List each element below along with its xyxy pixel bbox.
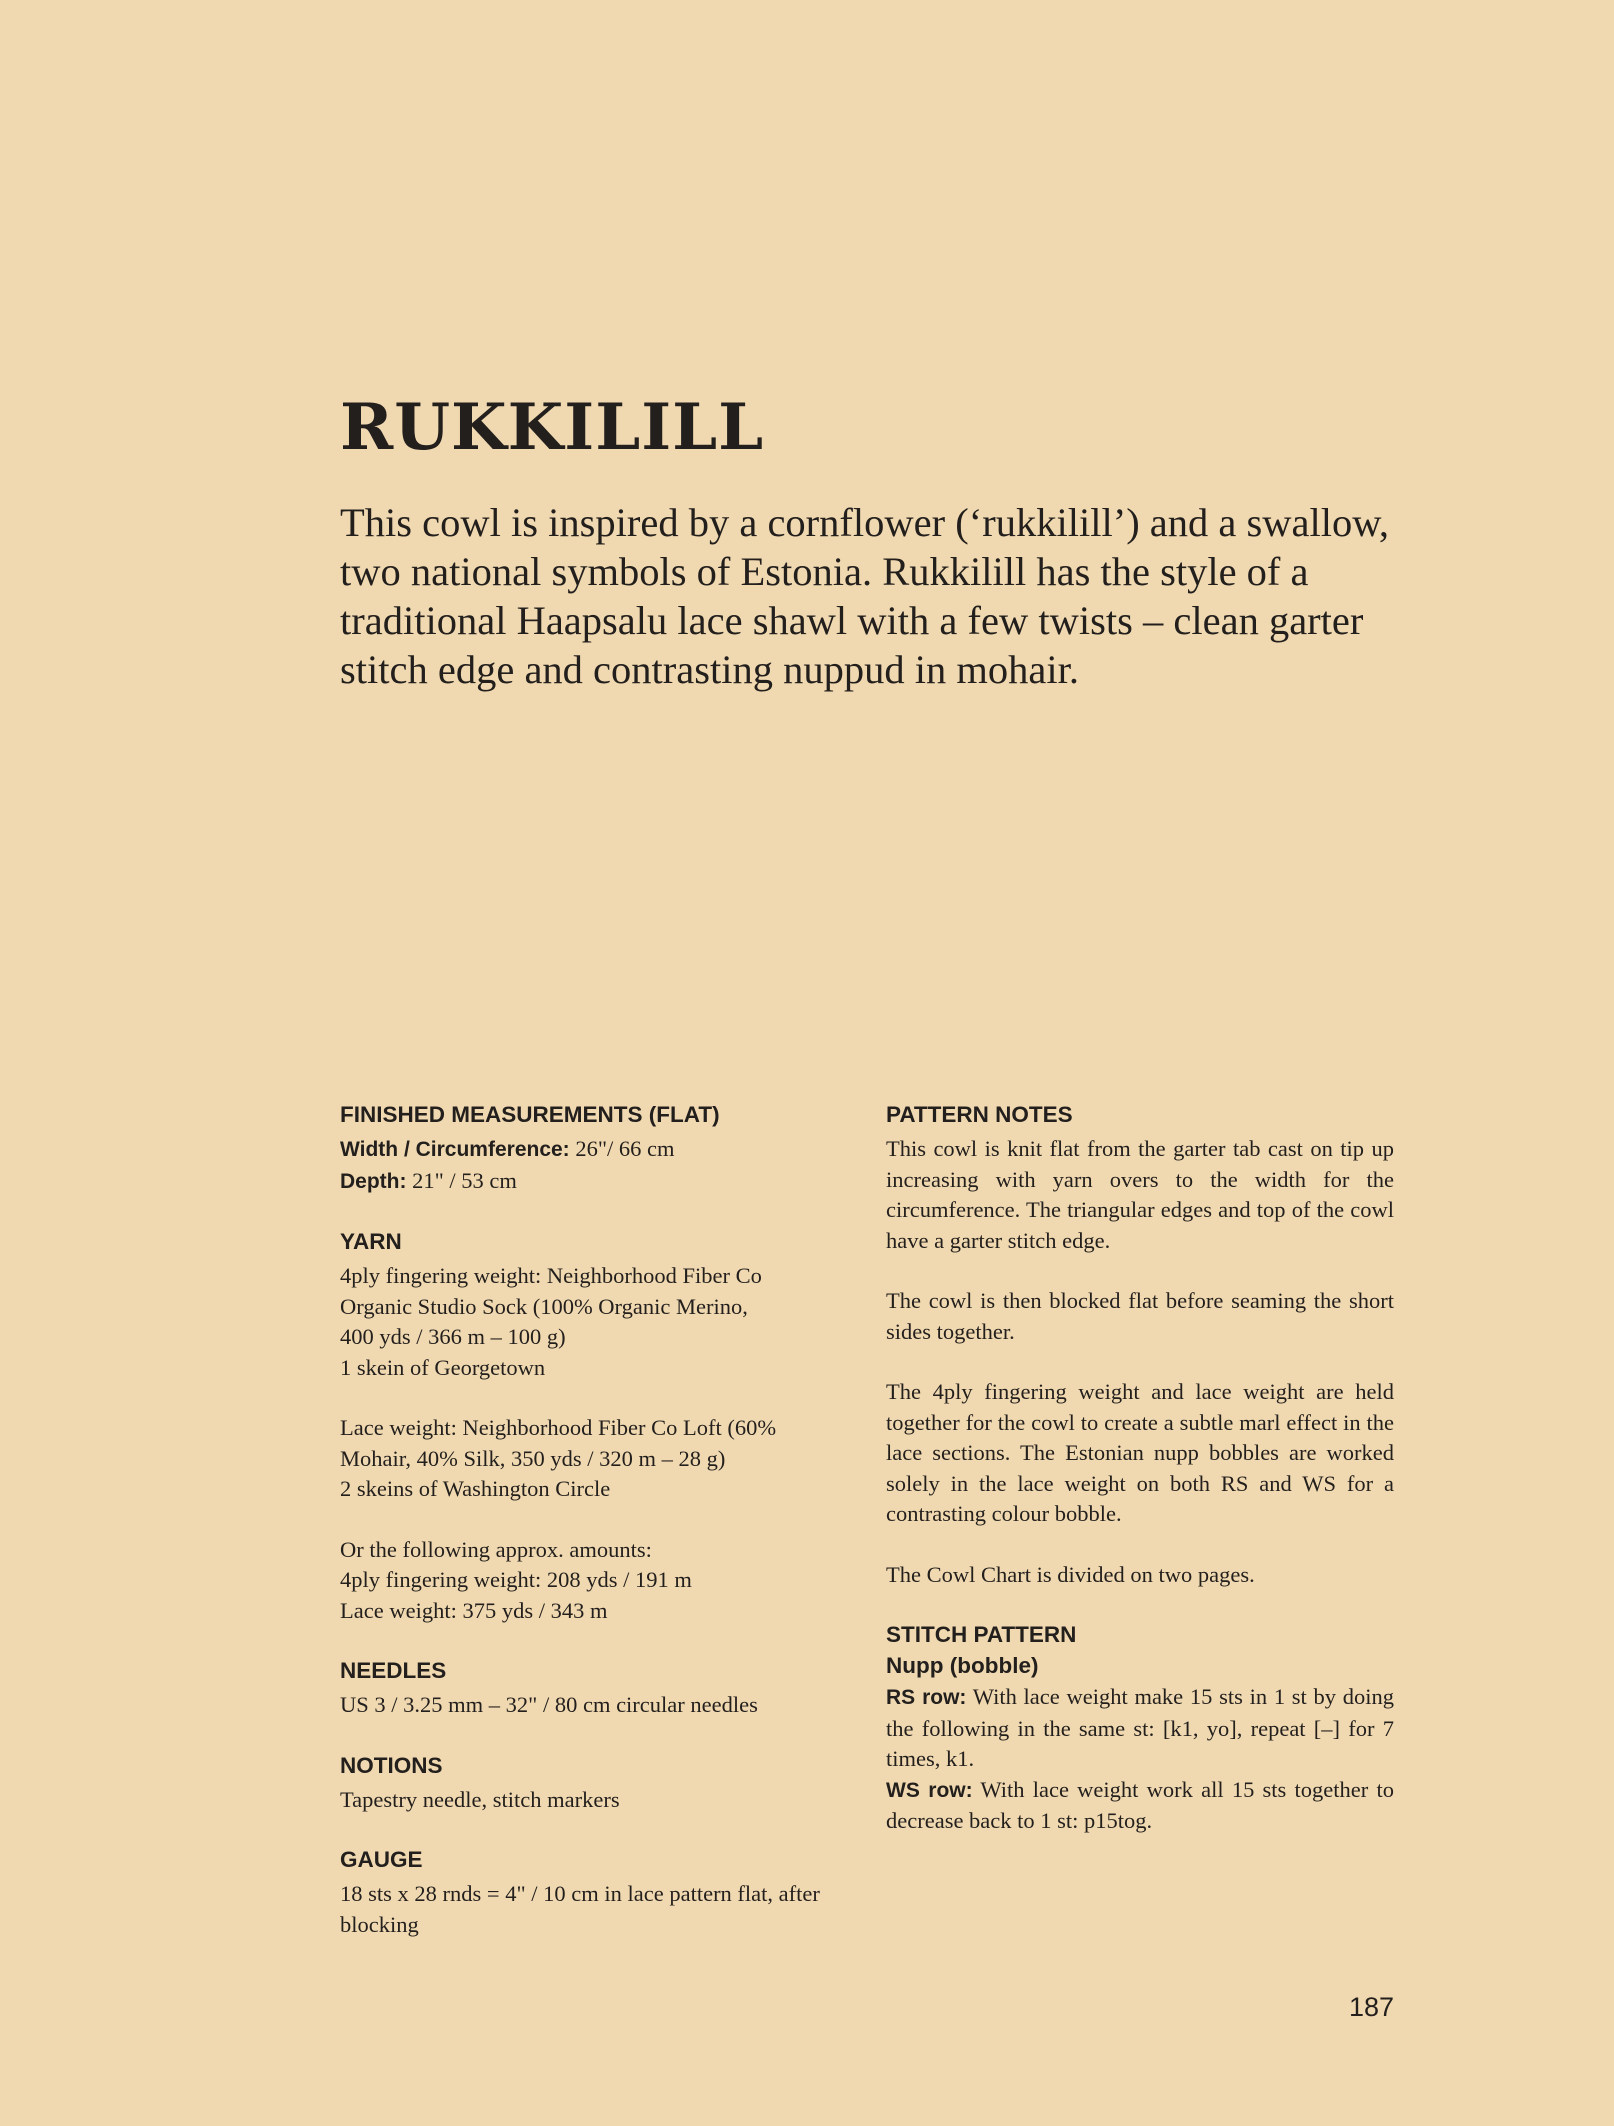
section-gauge (340, 1845, 880, 1940)
yarn-block-2 (340, 1413, 880, 1505)
gauge-text (340, 1879, 880, 1940)
gauge-heading: GAUGE (340, 1847, 423, 1872)
measurements-heading: FINISHED MEASUREMENTS (FLAT) (340, 1102, 720, 1127)
yarn-block-1 (340, 1261, 880, 1383)
notes-paragraph: The 4ply fingering weight and lace weight are held together for the cowl to create a subtle marl effect in the lace sections. The Estonian nupp bobbles are worked solely in the lace weight on both RS and WS for a contrasting colour bobble. (886, 1379, 1394, 1526)
pattern-title: RUKKILILL (340, 390, 765, 465)
notes-paragraph: The Cowl Chart is divided on two pages. (886, 1561, 1255, 1587)
pattern-notes-heading: PATTERN NOTES (886, 1102, 1073, 1127)
rs-row-text: With lace weight make 15 sts in 1 st by doing the following in the same st: [k1, yo], repeat [–] for 7 times, k1. (886, 1684, 1394, 1771)
gauge-line: 18 sts x 28 rnds = 4" / 10 cm in lace pattern flat, after (340, 1881, 820, 1906)
intro-paragraph: This cowl is inspired by a cornflower (‘rukkilill’) and a swallow, two national symbols of Estonia. Rukkilill has the style of a traditional Haapsalu lace shawl with a few twists – clean garter stitch edge and contrasting nuppud in mohair. (340, 500, 1389, 692)
section-pattern-notes (886, 1100, 1394, 1590)
ws-row-text: With lace weight work all 15 sts together to decrease back to 1 st: p15tog. (886, 1776, 1394, 1833)
yarn-line: Mohair, 40% Silk, 350 yds / 320 m – 28 g) (340, 1445, 726, 1471)
notes-paragraph: This cowl is knit flat from the garter tab cast on tip up increasing with yarn overs to the width for the circumference. The triangular edges and top of the cowl have a garter stitch edge. (886, 1136, 1394, 1253)
right-column (886, 1100, 1394, 1837)
yarn-line: 400 yds / 366 m – 100 g) (340, 1324, 566, 1349)
depth-value: 21" / 53 cm (406, 1167, 517, 1193)
section-notions (340, 1751, 880, 1816)
gauge-line: blocking (340, 1911, 419, 1937)
yarn-line: Or the following approx. amounts: (340, 1536, 652, 1562)
notions-text: Tapestry needle, stitch markers (340, 1786, 620, 1812)
yarn-line: 4ply fingering weight: Neighborhood Fiber Co (340, 1263, 762, 1288)
depth-label: Depth: (340, 1169, 407, 1193)
depth-line (340, 1166, 880, 1198)
section-stitch-pattern (886, 1620, 1394, 1837)
yarn-block-3 (340, 1535, 880, 1627)
yarn-line: Organic Studio Sock (100% Organic Merino, (340, 1293, 748, 1319)
section-measurements (340, 1100, 880, 1197)
yarn-line: Lace weight: Neighborhood Fiber Co Loft (60% (340, 1415, 777, 1440)
left-column (340, 1100, 880, 1940)
rs-row (886, 1682, 1394, 1775)
notions-heading: NOTIONS (340, 1752, 443, 1778)
needles-heading: NEEDLES (340, 1658, 447, 1683)
width-line (340, 1134, 880, 1166)
yarn-line: Lace weight: 375 yds / 343 m (340, 1597, 608, 1623)
width-label: Width / Circumference: (340, 1138, 570, 1161)
section-yarn (340, 1227, 880, 1626)
needles-text: US 3 / 3.25 mm – 32" / 80 cm circular needles (340, 1692, 758, 1717)
notes-paragraph: The cowl is then blocked flat before seaming the short sides together. (886, 1288, 1394, 1344)
section-needles (340, 1656, 880, 1721)
rs-row-label: RS row: (886, 1686, 967, 1709)
ws-row-label: WS row: (886, 1778, 973, 1802)
stitch-pattern-heading: STITCH PATTERN (886, 1622, 1077, 1647)
width-value: 26"/ 66 cm (569, 1136, 675, 1161)
yarn-line: 4ply fingering weight: 208 yds / 191 m (340, 1567, 692, 1592)
yarn-heading: YARN (340, 1229, 402, 1254)
yarn-line: 1 skein of Georgetown (340, 1354, 546, 1380)
page-number: 187 (1348, 1992, 1394, 2022)
nupp-subheading: Nupp (bobble) (886, 1653, 1039, 1678)
yarn-line: 2 skeins of Washington Circle (340, 1476, 611, 1501)
ws-row (886, 1775, 1394, 1837)
